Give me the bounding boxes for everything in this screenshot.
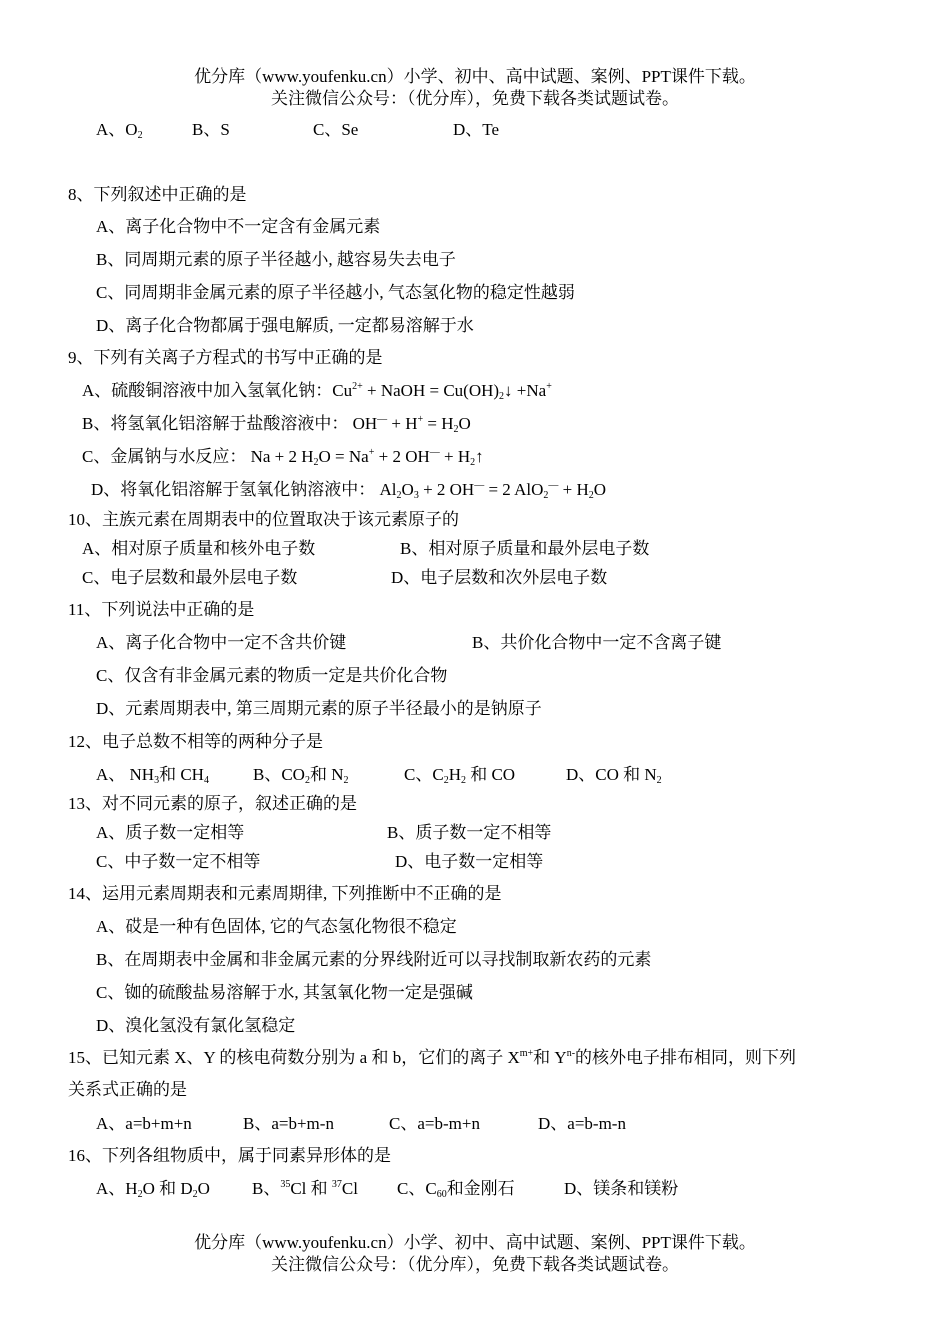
q13-row-2: [96, 850, 543, 874]
q13-option-d: D、电子数一定相等: [395, 852, 544, 871]
q15-options: A、a=b+m+n B、a=b+m-n C、a=b-m+n D、a=b-m-n: [96, 1114, 626, 1133]
q10-option-d: D、电子层数和次外层电子数: [391, 568, 608, 587]
q14-stem: 14、运用元素周期表和元素周期律, 下列推断中不正确的是: [68, 884, 502, 903]
q10-option-a: A、相对原子质量和核外电子数: [82, 539, 316, 558]
q11-option-c: C、仅含有非金属元素的物质一定是共价化合物: [96, 666, 448, 685]
q8-stem: 8、下列叙述中正确的是: [68, 185, 247, 204]
q13-option-a: A、质子数一定相等: [96, 823, 245, 842]
page-header: [0, 66, 950, 110]
q13-row-1: [96, 821, 551, 845]
q12-options: A、 $NH_3$和 $CH_4$ B、$CO_2$和 $N_2$ C、$C_2H_2$ 和 CO D、CO 和 $N_2$: [96, 765, 662, 786]
q11-option-d: D、元素周期表中, 第三周期元素的原子半径最小的是钠原子: [96, 699, 542, 718]
q14-option-a: A、砹是一种有色固体, 它的气态氢化物很不稳定: [96, 917, 457, 936]
q11-option-a: A、离子化合物中一定不含共价键: [96, 633, 347, 652]
q8-option-d: D、离子化合物都属于强电解质, 一定都易溶解于水: [96, 316, 474, 335]
footer-line-1: 优分库（www.youfenku.cn）小学、初中、高中试题、案例、PPT课件下载。: [194, 1233, 756, 1252]
footer-line-2: 关注微信公众号：（优分库），免费下载各类试题试卷。: [271, 1255, 679, 1274]
q10-row-2: [82, 566, 607, 590]
q9-option-b: B、将氢氧化铝溶解于盐酸溶液中： $OH^— + H^+ = H_2O$: [82, 414, 471, 435]
q9-option-c: C、金属钠与水反应： Na + 2 $H_2O = Na^+ + 2$ $OH^— + H_2↑$: [82, 447, 484, 468]
q15-stem: 15、已知元素 X、Y 的核电荷数分别为 a 和 b，它们的离子 $X^{m+}$和 $Y^{n-}$的核外电子排布相同，则下列: [68, 1048, 797, 1067]
q10-row-1: [82, 537, 649, 561]
page-footer: [0, 1232, 950, 1276]
q11-option-b: B、共价化合物中一定不含离子键: [472, 633, 722, 652]
q8-option-b: B、同周期元素的原子半径越小, 越容易失去电子: [96, 250, 456, 269]
q9-option-a: A、硫酸铜溶液中加入氢氧化钠：$Cu^{2+}$ + NaOH = $Cu(OH)_2↓ +Na^+$: [82, 381, 552, 402]
q13-option-b: B、质子数一定不相等: [387, 823, 552, 842]
q9-option-d: D、将氧化铝溶解于氢氧化钠溶液中： $Al_2O_3 + 2$ OH— = 2 $AlO_2^— + H_2O$: [91, 480, 607, 501]
q14-option-c: C、铷的硫酸盐易溶解于水, 其氢氧化物一定是强碱: [96, 983, 473, 1002]
q10-option-b: B、相对原子质量和最外层电子数: [400, 539, 650, 558]
q16-options: A、$H_2O$ 和 $D_2O$ B、$^{35}$Cl 和 $^{37}$Cl C、$C_{60}$和金刚石 D、镁条和镁粉: [96, 1179, 679, 1200]
q11-stem: 11、下列说法中正确的是: [68, 600, 255, 619]
q8-option-a: A、离子化合物中不一定含有金属元素: [96, 217, 381, 236]
header-line-1: 优分库（www.youfenku.cn）小学、初中、高中试题、案例、PPT课件下载。: [194, 67, 756, 86]
q7-options: A、$O_2$ B、S C、Se D、Te: [96, 120, 500, 141]
q10-stem: 10、主族元素在周期表中的位置取决于该元素原子的: [68, 510, 459, 529]
q10-option-c: C、电子层数和最外层电子数: [82, 568, 298, 587]
q9-stem: 9、下列有关离子方程式的书写中正确的是: [68, 348, 383, 367]
q14-option-b: B、在周期表中金属和非金属元素的分界线附近可以寻找制取新农药的元素: [96, 950, 652, 969]
q11-row-1: [96, 631, 721, 655]
q12-stem: 12、电子总数不相等的两种分子是: [68, 732, 323, 751]
q16-stem: 16、下列各组物质中，属于同素异形体的是: [68, 1146, 391, 1165]
q15-stem-cont: 关系式正确的是: [68, 1080, 187, 1099]
header-line-2: 关注微信公众号：（优分库），免费下载各类试题试卷。: [271, 89, 679, 108]
q13-stem: 13、对不同元素的原子，叙述正确的是: [68, 794, 357, 813]
q14-option-d: D、溴化氢没有氯化氢稳定: [96, 1016, 296, 1035]
q13-option-c: C、中子数一定不相等: [96, 852, 261, 871]
q8-option-c: C、同周期非金属元素的原子半径越小, 气态氢化物的稳定性越弱: [96, 283, 575, 302]
